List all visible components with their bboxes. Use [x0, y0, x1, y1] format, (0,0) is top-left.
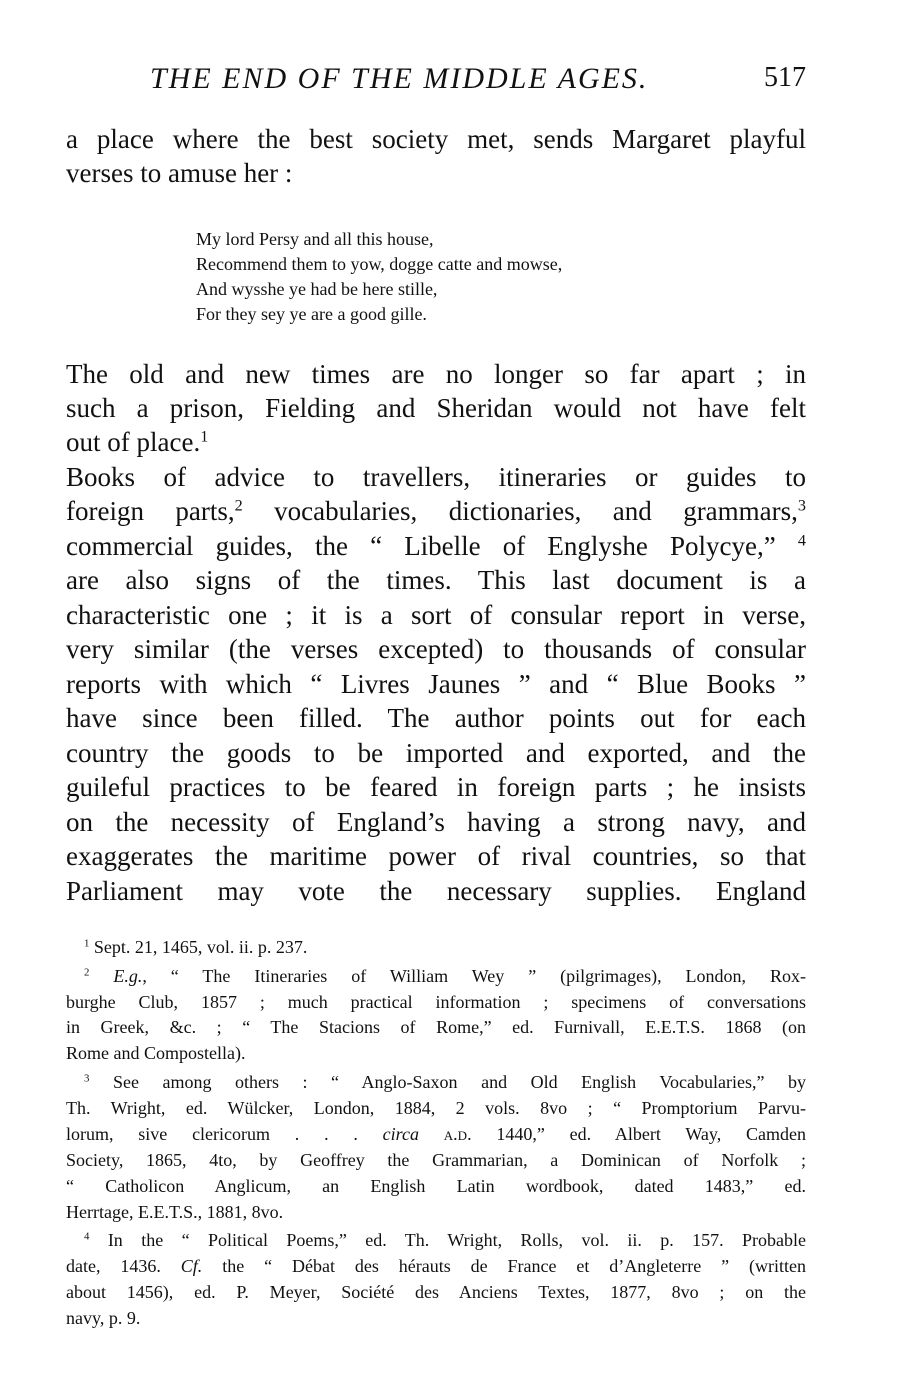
body-line: exaggerates the maritime power of rival countries, so that	[66, 841, 806, 871]
body-line: verses to amuse her :	[66, 158, 293, 188]
body-line: have since been filled. The author points out for each	[66, 703, 806, 733]
footnote-3: $^3$ See among others : “ Anglo-Saxon and Old English Vocabularies,” by	[84, 1072, 806, 1092]
footnote-line: burghe Club, 1857 ; much practical information ; specimens of conversations	[66, 992, 806, 1012]
body-line: Books of advice to travellers, itineraries or guides to	[66, 462, 806, 492]
body-line: out of place.$^1$	[66, 427, 209, 457]
footnote-line: date, 1436. Cf. the “ Débat des hérauts de France et d’Angleterre ” (written	[66, 1256, 806, 1276]
running-title: THE END OF THE MIDDLE AGES.	[150, 62, 649, 95]
verse-line: Recommend them to yow, dogge catte and mowse,	[196, 254, 563, 274]
footnote-line: lorum, sive clericorum . . . circa a.d. 1440,” ed. Albert Way, Camden	[66, 1124, 807, 1144]
body-line: characteristic one ; it is a sort of consular report in verse,	[66, 600, 806, 630]
body-line: commercial guides, the “ Libelle of Englyshe Polycye,” $^4$	[66, 531, 806, 561]
body-line: on the necessity of England’s having a strong navy, and	[66, 807, 806, 837]
footnote-2: $^2$ E.g., “ The Itineraries of William Wey ” (pilgrimages), London, Rox-	[84, 966, 806, 986]
footnote-marker: 3	[797, 496, 806, 515]
footnote-line: Rome and Compostella).	[66, 1043, 246, 1063]
footnote-line: in Greek, &c. ; “ The Stacions of Rome,” ed. Furnivall, E.E.T.S. 1868 (on	[66, 1017, 806, 1037]
footnote-line: Society, 1865, 4to, by Geoffrey the Grammarian, a Dominican of Norfolk ;	[66, 1150, 806, 1170]
body-line: such a prison, Fielding and Sheridan would not have felt	[66, 393, 806, 423]
footnote-marker: 2	[84, 966, 90, 979]
verse-line: For they sey ye are a good gille.	[196, 304, 427, 324]
body-line: foreign parts,$^2$ vocabularies, dictionaries, and grammars,$^3$	[66, 496, 806, 526]
footnote-marker: 4	[797, 531, 806, 550]
page-number: 517	[764, 62, 806, 93]
page-header	[66, 62, 806, 102]
body-line: guileful practices to be feared in foreign parts ; he insists	[66, 772, 806, 802]
footnote-line: “ Catholicon Anglicum, an English Latin wordbook, dated 1483,” ed.	[66, 1176, 806, 1196]
footnote-line: navy, p. 9.	[66, 1308, 141, 1328]
body-line: reports with which “ Livres Jaunes ” and “ Blue Books ”	[66, 669, 806, 699]
footnote-marker: 1	[84, 937, 90, 950]
footnote-1: $^1$ Sept. 21, 1465, vol. ii. p. 237.	[84, 937, 308, 957]
body-line: Parliament may vote the necessary supplies. England	[66, 876, 806, 906]
verse-line: My lord Persy and all this house,	[196, 229, 434, 249]
body-line: are also signs of the times. This last document is a	[66, 565, 806, 595]
footnote-marker: 1	[200, 427, 209, 446]
footnote-line: about 1456), ed. P. Meyer, Société des Anciens Textes, 1877, 8vo ; on the	[66, 1282, 806, 1302]
verse-line: And wysshe ye had be here stille,	[196, 279, 438, 299]
footnote-4: $^4$ In the “ Political Poems,” ed. Th. Wright, Rolls, vol. ii. p. 157. Probable	[84, 1230, 807, 1250]
body-line: country the goods to be imported and exported, and the	[66, 738, 806, 768]
body-line: very similar (the verses excepted) to thousands of consular	[66, 634, 806, 664]
footnote-line: Herrtage, E.E.T.S., 1881, 8vo.	[66, 1202, 284, 1222]
footnote-line: Th. Wright, ed. Wülcker, London, 1884, 2 vols. 8vo ; “ Promptorium Parvu-	[66, 1098, 806, 1118]
footnote-marker: 4	[84, 1230, 90, 1243]
footnote-marker: 3	[84, 1072, 90, 1085]
body-line: The old and new times are no longer so far apart ; in	[66, 359, 806, 389]
footnote-marker: 2	[234, 496, 243, 515]
body-line: a place where the best society met, sends Margaret playful	[66, 124, 806, 154]
